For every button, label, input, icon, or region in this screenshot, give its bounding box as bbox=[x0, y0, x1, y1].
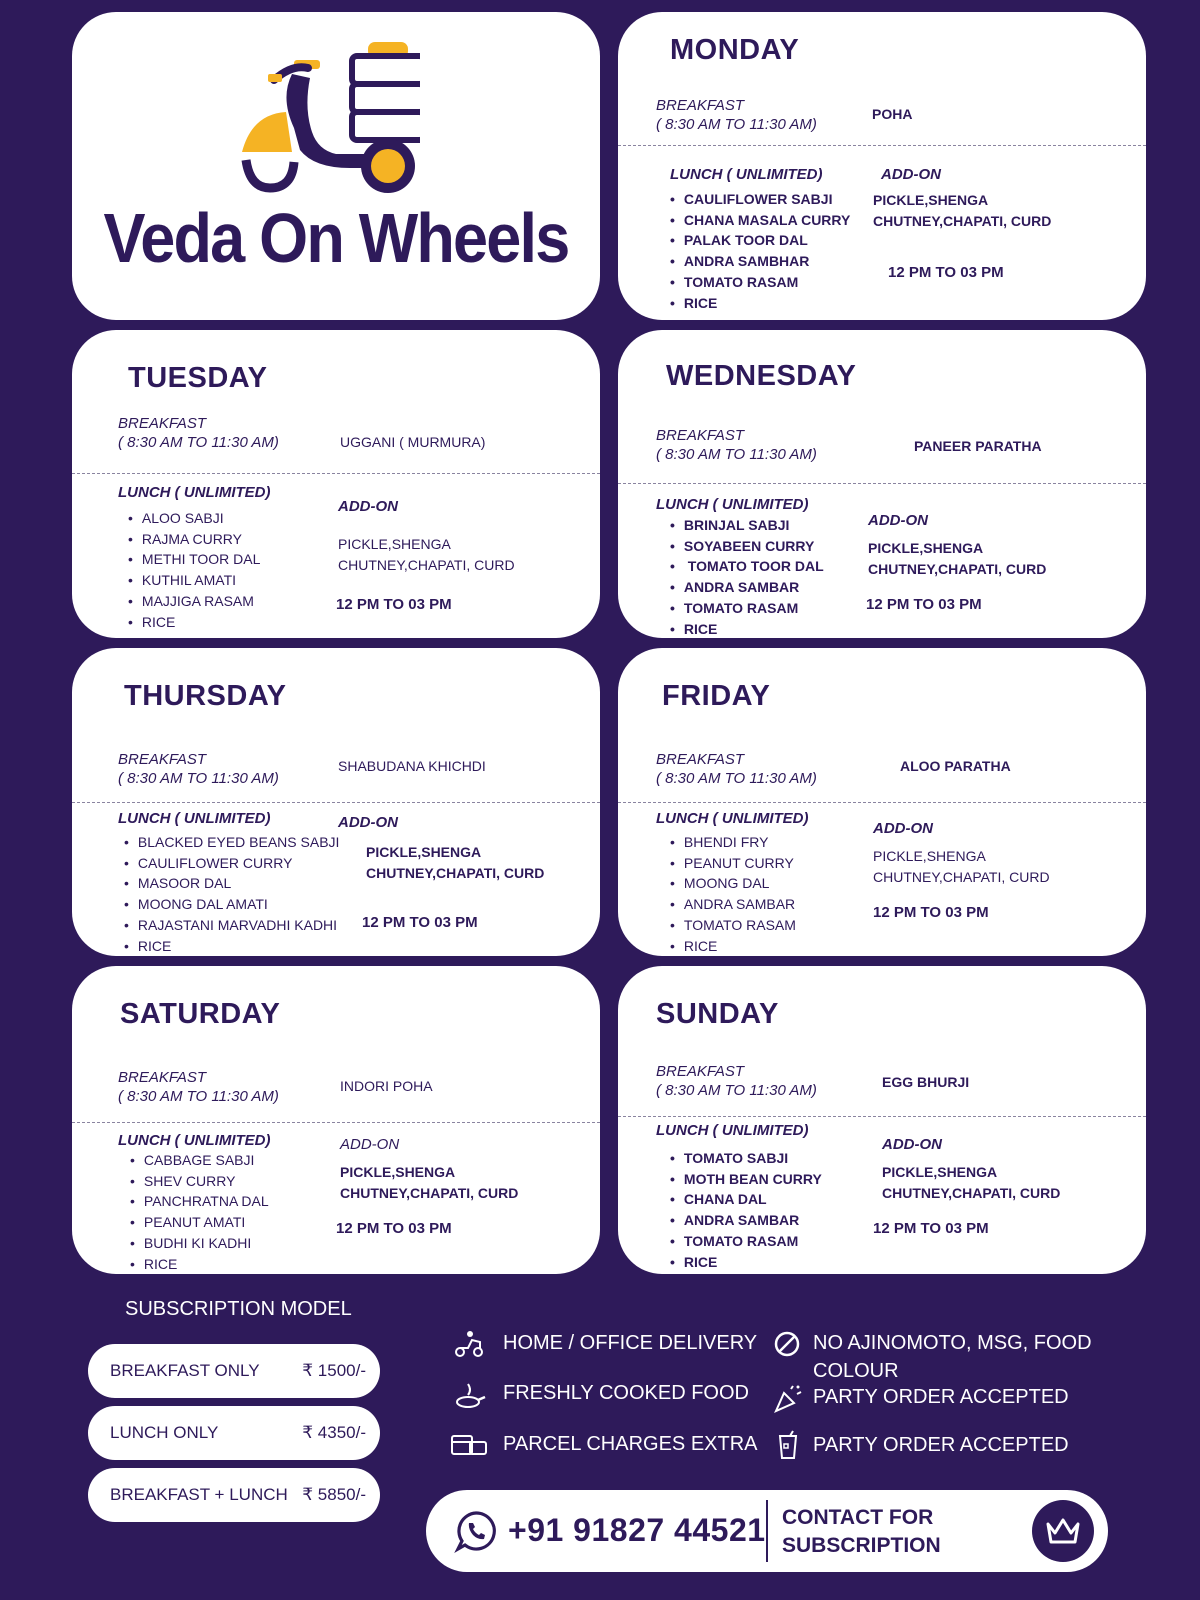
list-item: • ANDRA SAMBAR bbox=[670, 894, 796, 915]
day-title: SUNDAY bbox=[656, 998, 779, 1030]
day-card-wednesday bbox=[618, 330, 1146, 638]
lunch-list bbox=[670, 515, 824, 638]
scooter-tiffin-logo-icon bbox=[240, 38, 420, 198]
addon-label: ADD-ON bbox=[873, 820, 933, 837]
list-item: • PANCHRATNA DAL bbox=[130, 1191, 269, 1212]
addon-items: PICKLE,SHENGA CHUTNEY,CHAPATI, CURD bbox=[340, 1164, 519, 1201]
breakfast-item: POHA bbox=[872, 106, 913, 122]
party-popper-icon bbox=[773, 1384, 803, 1414]
parcel-box-icon bbox=[450, 1432, 488, 1458]
plan-name: BREAKFAST + LUNCH bbox=[110, 1485, 288, 1504]
day-title: WEDNESDAY bbox=[666, 360, 857, 392]
day-card-friday bbox=[618, 648, 1146, 956]
addon-label: ADD-ON bbox=[868, 512, 928, 529]
plan-price: ₹ 1500/- bbox=[302, 1361, 366, 1380]
section-divider bbox=[72, 802, 600, 803]
day-title: SATURDAY bbox=[120, 998, 281, 1030]
list-item: • TOMATO RASAM bbox=[670, 1231, 822, 1252]
addon-items: PICKLE,SHENGA CHUTNEY,CHAPATI, CURD bbox=[882, 1164, 1061, 1201]
breakfast-label: BREAKFAST ( 8:30 AM TO 11:30 AM) bbox=[118, 415, 279, 451]
lunch-label: LUNCH ( UNLIMITED) bbox=[118, 1132, 271, 1149]
day-card-saturday bbox=[72, 966, 600, 1274]
breakfast-label: BREAKFAST ( 8:30 AM TO 11:30 AM) bbox=[656, 97, 817, 133]
feature-text: PARTY ORDER ACCEPTED bbox=[813, 1386, 1069, 1408]
lunch-time: 12 PM TO 03 PM bbox=[888, 264, 1004, 281]
addon-label: ADD-ON bbox=[338, 498, 398, 515]
addon-items: PICKLE,SHENGA CHUTNEY,CHAPATI, CURD bbox=[338, 536, 515, 573]
feature-text: PARCEL CHARGES EXTRA bbox=[503, 1433, 758, 1455]
list-item: • TOMATO RASAM bbox=[670, 272, 850, 293]
breakfast-label: BREAKFAST ( 8:30 AM TO 11:30 AM) bbox=[118, 751, 279, 787]
lunch-list bbox=[670, 189, 850, 313]
list-item: • RICE bbox=[670, 293, 850, 314]
breakfast-label: BREAKFAST ( 8:30 AM TO 11:30 AM) bbox=[118, 1069, 279, 1105]
day-card-tuesday bbox=[72, 330, 600, 638]
lunch-time: 12 PM TO 03 PM bbox=[336, 596, 452, 613]
contact-label: CONTACT FOR SUBSCRIPTION bbox=[782, 1506, 941, 1557]
day-title: TUESDAY bbox=[128, 362, 268, 394]
feature-text: PARTY ORDER ACCEPTED bbox=[813, 1434, 1069, 1456]
lunch-label: LUNCH ( UNLIMITED) bbox=[118, 810, 271, 827]
list-item: • MOONG DAL AMATI bbox=[124, 894, 339, 915]
lunch-list bbox=[128, 508, 260, 632]
drink-glass-icon bbox=[777, 1430, 799, 1460]
addon-items: PICKLE,SHENGA CHUTNEY,CHAPATI, CURD bbox=[366, 844, 545, 881]
prohibited-icon bbox=[773, 1330, 801, 1358]
section-divider bbox=[618, 483, 1146, 484]
list-item: • MASOOR DAL bbox=[124, 873, 339, 894]
subscription-title: SUBSCRIPTION MODEL bbox=[125, 1298, 352, 1320]
breakfast-label: BREAKFAST ( 8:30 AM TO 11:30 AM) bbox=[656, 1063, 817, 1099]
breakfast-item: UGGANI ( MURMURA) bbox=[340, 434, 486, 450]
list-item: • TOMATO RASAM bbox=[670, 598, 824, 619]
feature-text: NO AJINOMOTO, MSG, FOOD COLOUR bbox=[813, 1332, 1092, 1382]
plan-breakfast-lunch[interactable] bbox=[88, 1468, 380, 1522]
list-item: • MOONG DAL bbox=[670, 873, 796, 894]
plan-lunch-only[interactable] bbox=[88, 1406, 380, 1460]
list-item: • TOMATO TOOR DAL bbox=[670, 556, 824, 577]
addon-label: ADD-ON bbox=[338, 814, 398, 831]
contact-divider bbox=[766, 1500, 768, 1562]
lunch-time: 12 PM TO 03 PM bbox=[866, 596, 982, 613]
list-item: • CHANA DAL bbox=[670, 1189, 822, 1210]
list-item: • SOYABEEN CURRY bbox=[670, 536, 824, 557]
day-title: FRIDAY bbox=[662, 680, 771, 712]
breakfast-item: INDORI POHA bbox=[340, 1078, 433, 1094]
list-item: • RICE bbox=[670, 936, 796, 956]
plan-name: LUNCH ONLY bbox=[110, 1423, 219, 1442]
list-item: • RICE bbox=[124, 936, 339, 956]
list-item: • SHEV CURRY bbox=[130, 1171, 269, 1192]
day-card-sunday bbox=[618, 966, 1146, 1274]
lunch-time: 12 PM TO 03 PM bbox=[873, 904, 989, 921]
cooking-pan-icon bbox=[454, 1380, 486, 1410]
lunch-list bbox=[124, 832, 339, 956]
feature-text: HOME / OFFICE DELIVERY bbox=[503, 1332, 758, 1354]
lunch-list bbox=[130, 1150, 269, 1274]
delivery-scooter-icon bbox=[452, 1330, 486, 1358]
list-item: • ANDRA SAMBAR bbox=[670, 577, 824, 598]
list-item: • ALOO SABJI bbox=[128, 508, 260, 529]
breakfast-item: PANEER PARATHA bbox=[914, 438, 1042, 454]
lunch-label: LUNCH ( UNLIMITED) bbox=[656, 496, 809, 513]
lunch-time: 12 PM TO 03 PM bbox=[362, 914, 478, 931]
list-item: • RAJMA CURRY bbox=[128, 529, 260, 550]
list-item: • PEANUT AMATI bbox=[130, 1212, 269, 1233]
list-item: • CABBAGE SABJI bbox=[130, 1150, 269, 1171]
addon-items: PICKLE,SHENGA CHUTNEY,CHAPATI, CURD bbox=[873, 192, 1052, 229]
plan-price: ₹ 5850/- bbox=[302, 1485, 366, 1504]
lunch-time: 12 PM TO 03 PM bbox=[336, 1220, 452, 1237]
section-divider bbox=[618, 145, 1146, 146]
list-item: • RICE bbox=[128, 612, 260, 633]
list-item: • BUDHI KI KADHI bbox=[130, 1233, 269, 1254]
lunch-label: LUNCH ( UNLIMITED) bbox=[118, 484, 271, 501]
breakfast-item: ALOO PARATHA bbox=[900, 758, 1011, 774]
day-title: MONDAY bbox=[670, 34, 800, 66]
whatsapp-icon bbox=[454, 1509, 498, 1553]
list-item: • CAULIFLOWER CURRY bbox=[124, 853, 339, 874]
list-item: • MAJJIGA RASAM bbox=[128, 591, 260, 612]
section-divider bbox=[618, 802, 1146, 803]
addon-label: ADD-ON bbox=[882, 1136, 942, 1153]
list-item: • RICE bbox=[670, 1252, 822, 1273]
logo-card bbox=[72, 12, 600, 320]
section-divider bbox=[618, 1116, 1146, 1117]
addon-label: ADD-ON bbox=[340, 1136, 400, 1153]
day-card-thursday bbox=[72, 648, 600, 956]
list-item: • ANDRA SAMBAR bbox=[670, 1210, 822, 1231]
lunch-label: LUNCH ( UNLIMITED) bbox=[656, 810, 809, 827]
lunch-time: 12 PM TO 03 PM bbox=[873, 1220, 989, 1237]
day-card-monday bbox=[618, 12, 1146, 320]
list-item: • CHANA MASALA CURRY bbox=[670, 210, 850, 231]
feature-text: FRESHLY COOKED FOOD bbox=[503, 1382, 749, 1404]
list-item: • CAULIFLOWER SABJI bbox=[670, 189, 850, 210]
section-divider bbox=[72, 473, 600, 474]
list-item: • RAJASTANI MARVADHI KADHI bbox=[124, 915, 339, 936]
plan-name: BREAKFAST ONLY bbox=[110, 1361, 260, 1380]
list-item: • RICE bbox=[130, 1254, 269, 1274]
lunch-list bbox=[670, 832, 796, 956]
crown-icon bbox=[1032, 1500, 1094, 1562]
addon-label: ADD-ON bbox=[881, 166, 941, 183]
lunch-list bbox=[670, 1148, 822, 1272]
addon-items: PICKLE,SHENGA CHUTNEY,CHAPATI, CURD bbox=[868, 540, 1047, 577]
day-title: THURSDAY bbox=[124, 680, 287, 712]
list-item: • BHENDI FRY bbox=[670, 832, 796, 853]
list-item: • KUTHIL AMATI bbox=[128, 570, 260, 591]
breakfast-label: BREAKFAST ( 8:30 AM TO 11:30 AM) bbox=[656, 427, 817, 463]
list-item: • MOTH BEAN CURRY bbox=[670, 1169, 822, 1190]
list-item: • RICE bbox=[670, 619, 824, 638]
list-item: • TOMATO SABJI bbox=[670, 1148, 822, 1169]
lunch-label: LUNCH ( UNLIMITED) bbox=[670, 166, 823, 183]
list-item: • ANDRA SAMBHAR bbox=[670, 251, 850, 272]
breakfast-item: SHABUDANA KHICHDI bbox=[338, 758, 486, 774]
contact-bar[interactable] bbox=[426, 1490, 1108, 1572]
breakfast-label: BREAKFAST ( 8:30 AM TO 11:30 AM) bbox=[656, 751, 817, 787]
phone-number[interactable]: +91 91827 44521 bbox=[508, 1512, 766, 1548]
list-item: • TOMATO RASAM bbox=[670, 915, 796, 936]
list-item: • PEANUT CURRY bbox=[670, 853, 796, 874]
list-item: • BRINJAL SABJI bbox=[670, 515, 824, 536]
list-item: • METHI TOOR DAL bbox=[128, 549, 260, 570]
list-item: • PALAK TOOR DAL bbox=[670, 230, 850, 251]
plan-breakfast-only[interactable] bbox=[88, 1344, 380, 1398]
breakfast-item: EGG BHURJI bbox=[882, 1074, 970, 1090]
lunch-label: LUNCH ( UNLIMITED) bbox=[656, 1122, 809, 1139]
list-item: • BLACKED EYED BEANS SABJI bbox=[124, 832, 339, 853]
plan-price: ₹ 4350/- bbox=[302, 1423, 366, 1442]
addon-items: PICKLE,SHENGA CHUTNEY,CHAPATI, CURD bbox=[873, 848, 1050, 885]
brand-name: Veda On Wheels bbox=[103, 199, 569, 277]
section-divider bbox=[72, 1122, 600, 1123]
